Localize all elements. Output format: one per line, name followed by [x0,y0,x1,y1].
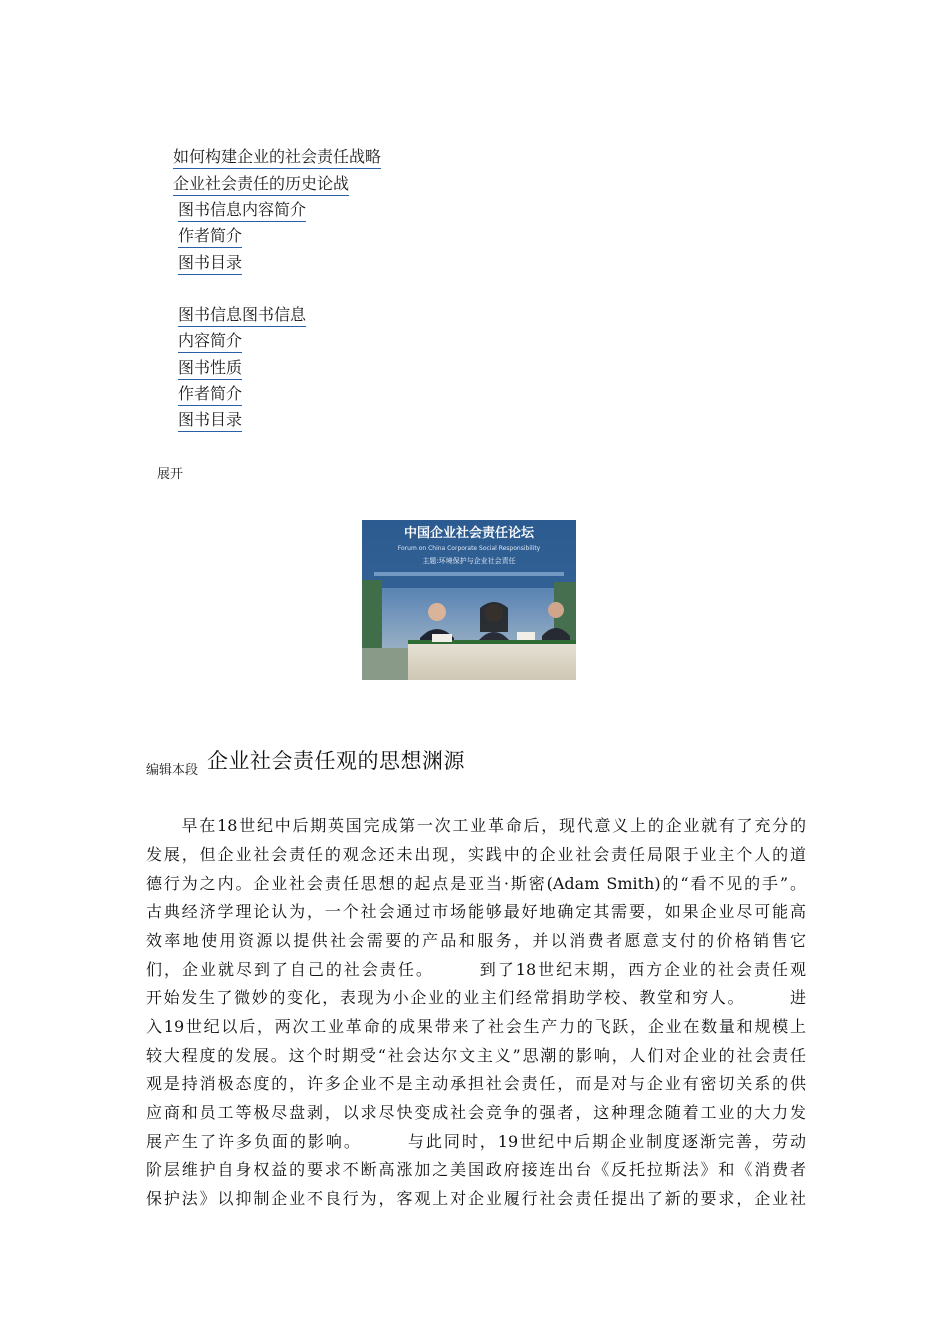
toc-link-author-intro[interactable]: 作者简介 [178,226,242,248]
toc-link-book-info[interactable]: 图书信息图书信息 [178,305,306,327]
body-line: 效率地使用资源以提供社会需要的产品和服务，并以消费者愿意支付的价格销售它 [146,931,806,950]
body-line: 发展，但企业社会责任的观念还未出现，实践中的企业社会责任局限于业主个人的道 [146,845,806,864]
body-line: 应商和员工等极尽盘剥，以求尽快变成社会竞争的强者，这种理念随着工业的大力发 [146,1103,806,1122]
toc-link-author-intro-2[interactable]: 作者简介 [178,384,242,406]
toc-link-csr-history-debate[interactable]: 企业社会责任的历史论战 [173,174,349,196]
body-line: 古典经济学理论认为，一个社会通过市场能够最好地确定其需要，如果企业尽可能高 [146,902,806,921]
toc-link-book-info-summary[interactable]: 图书信息内容简介 [178,200,306,222]
forum-photo [362,520,576,680]
body-line: 展产生了许多负面的影响。 与此同时，19世纪中后期企业制度逐渐完善，劳动 [146,1132,806,1151]
banner-theme: 主题:环境保护与企业社会责任 [422,557,516,565]
body-line: 们，企业就尽到了自己的社会责任。 到了18世纪末期，西方企业的社会责任观 [146,960,806,979]
banner-title: 中国企业社会责任论坛 [403,526,535,541]
body-line: 较大程度的发展。这个时期受“社会达尔文主义”思潮的影响，人们对企业的社会责任 [146,1046,806,1065]
body-line: 早在18世纪中后期英国完成第一次工业革命后，现代意义上的企业就有了充分的 [146,816,806,835]
toc-link-summary[interactable]: 内容简介 [178,331,242,353]
edit-section-label: 编辑本段 [146,763,199,778]
expand-toggle[interactable]: 展开 [157,467,184,482]
body-line: 阶层维护自身权益的要求不断高涨加之美国政府接连出台《反托拉斯法》和《消费者 [146,1160,806,1179]
banner-subtitle: Forum on China Corporate Social Responsibility [397,545,541,552]
body-line: 德行为之内。企业社会责任思想的起点是亚当·斯密(Adam Smith)的“看不见的手”。 [146,874,806,893]
toc-link-csr-strategy[interactable]: 如何构建企业的社会责任战略 [173,147,381,169]
toc-link-book-contents-2[interactable]: 图书目录 [178,410,242,432]
section-title: 企业社会责任观的思想渊源 [207,749,465,773]
body-line: 开始发生了微妙的变化，表现为小企业的业主们经常捐助学校、教堂和穷人。 进 [146,988,806,1007]
body-line: 观是持消极态度的，许多企业不是主动承担社会责任，而是对与企业有密切关系的供 [146,1074,806,1093]
toc-link-book-contents[interactable]: 图书目录 [178,253,242,275]
toc-link-book-nature[interactable]: 图书性质 [178,358,242,380]
body-line: 入19世纪以后，两次工业革命的成果带来了社会生产力的飞跃，企业在数量和规模上 [146,1017,806,1036]
body-line: 保护法》以抑制企业不良行为，客观上对企业履行社会责任提出了新的要求，企业社 [146,1189,806,1208]
